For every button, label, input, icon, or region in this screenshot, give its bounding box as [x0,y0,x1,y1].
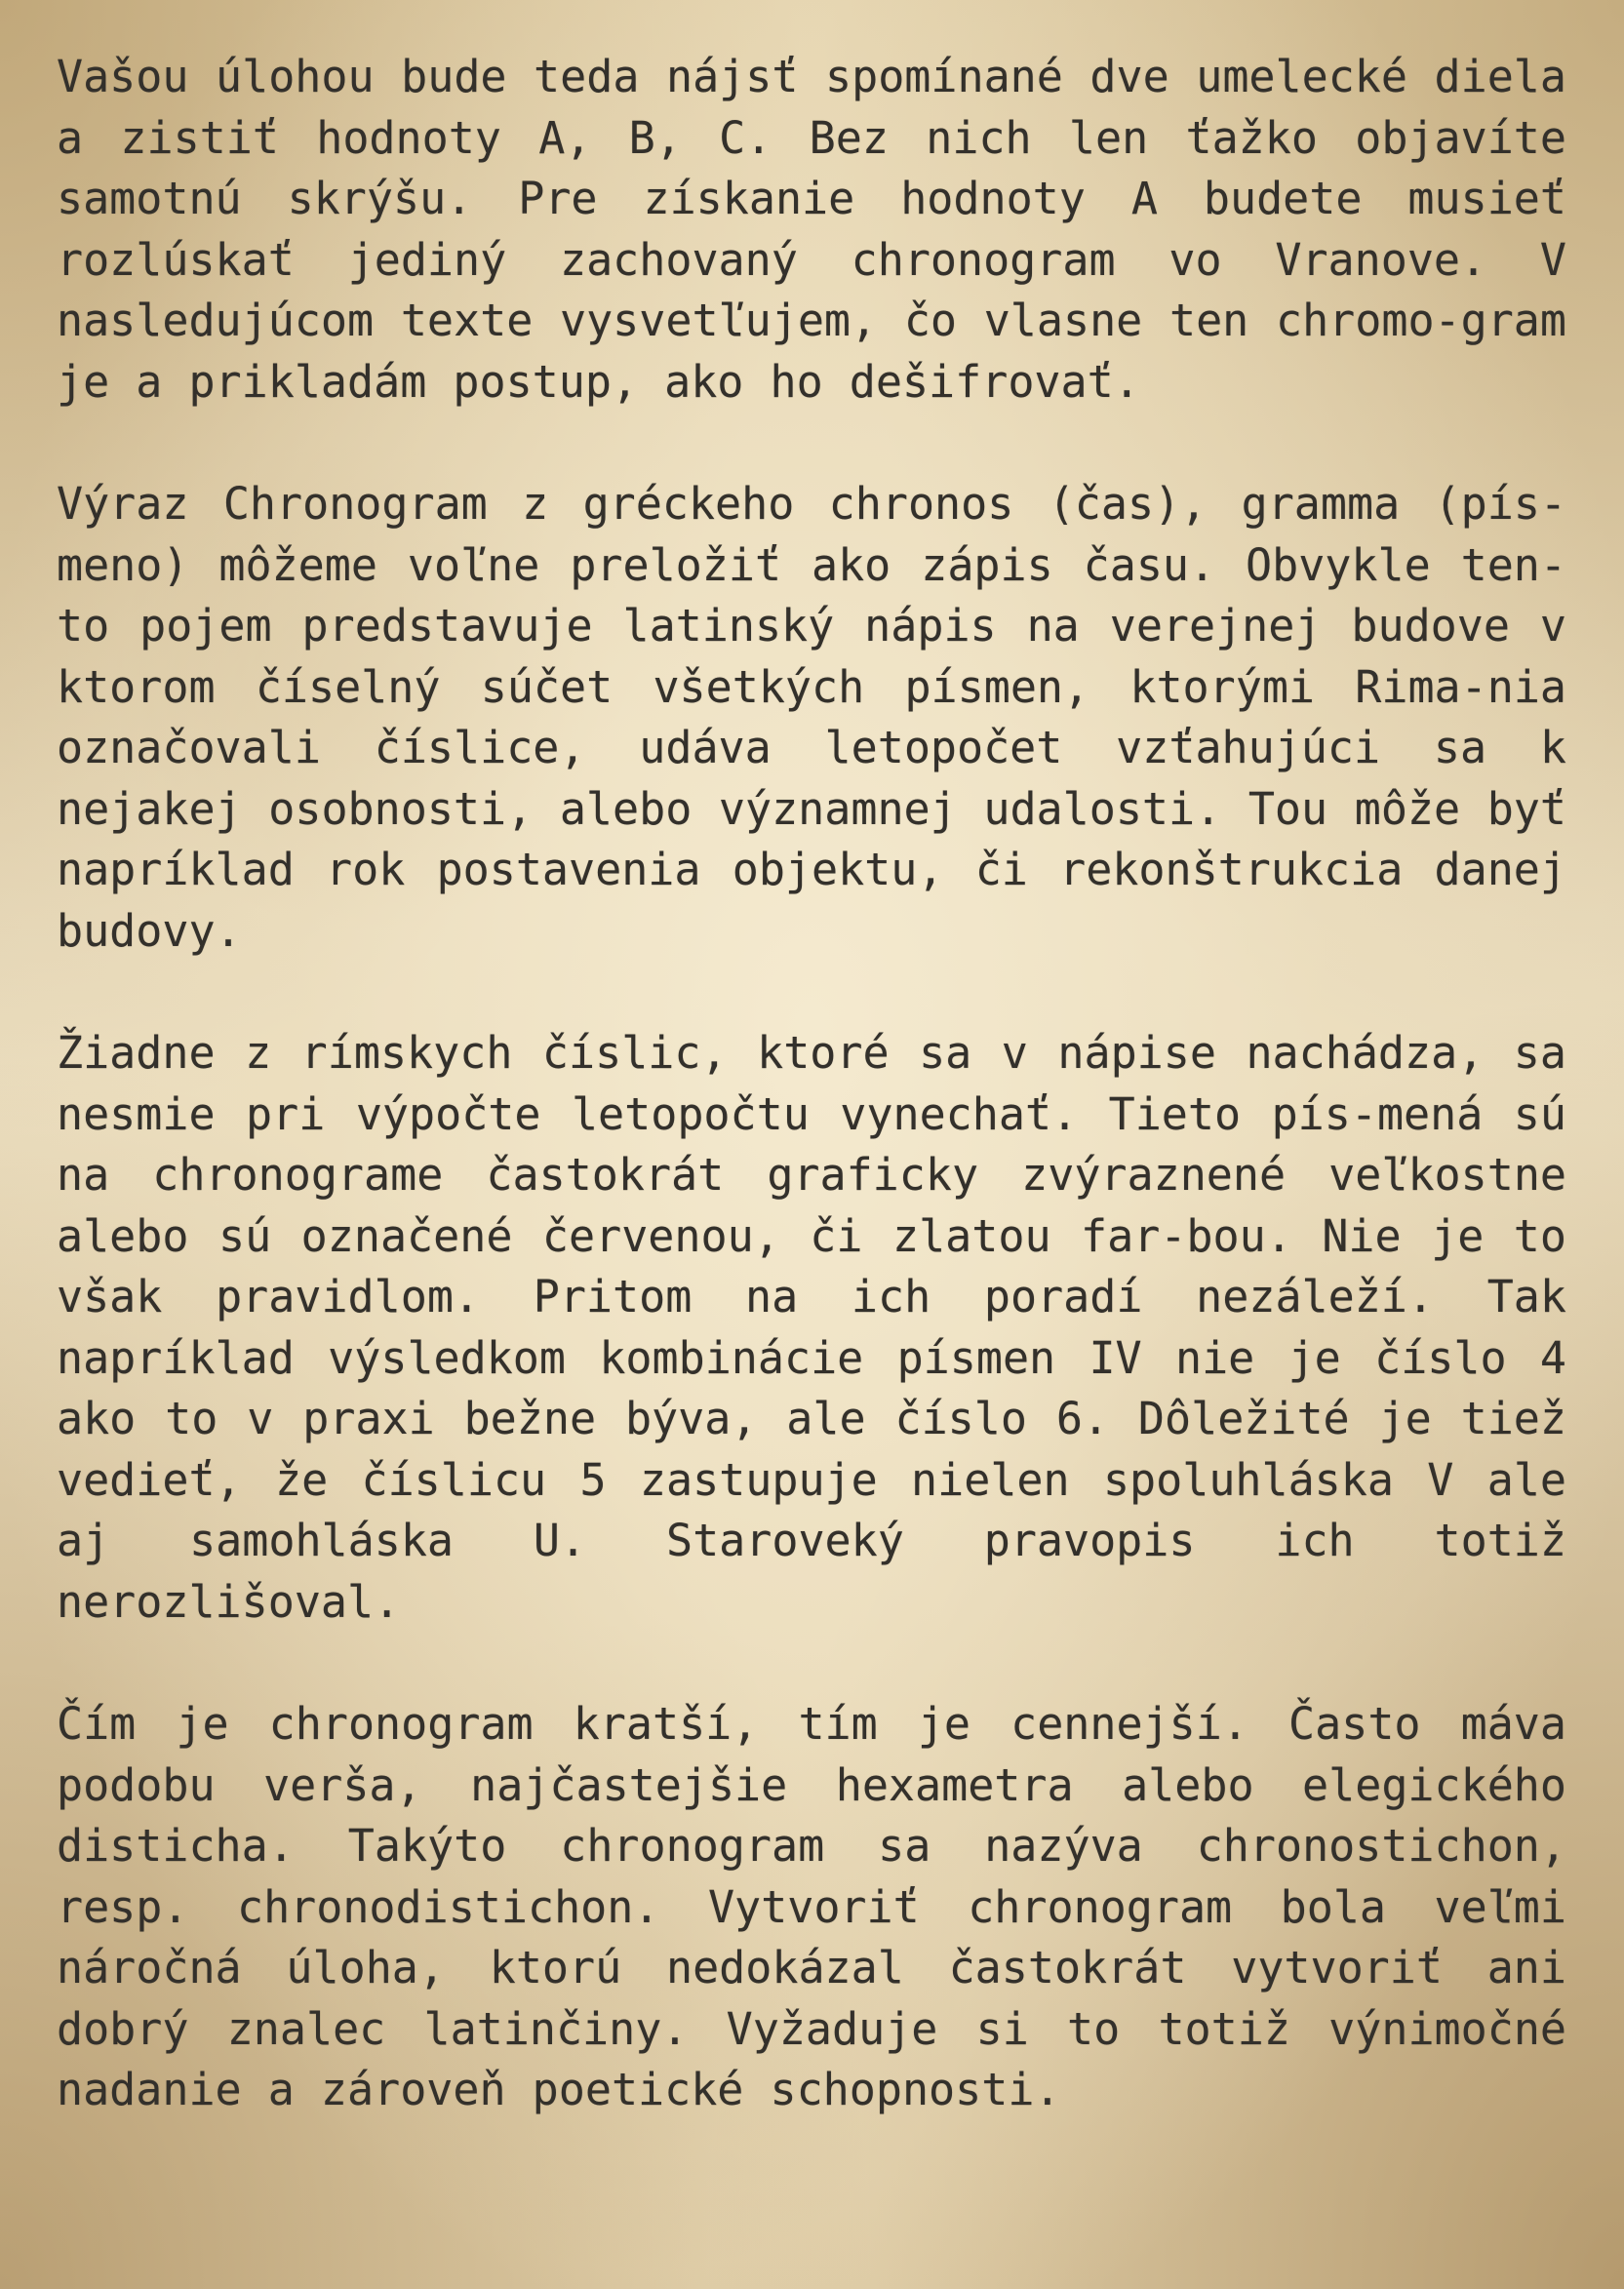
paragraph-chronostichon: Čím je chronogram kratší, tím je cennejší. Často máva podobu verša, najčastejšie hexametra alebo elegického disticha. Takýto chronogram sa nazýva chronostichon, resp. chronodistichon. Vytvoriť chronogram bola veľmi náročná úloha, ktorú nedokázal častokrát vytvoriť ani dobrý znalec latinčiny. Vyžaduje si to totiž výnimočné nadanie a zároveň poetické schopnosti. [57,1698,1566,2115]
document-page [57,47,1566,2121]
paragraph-chronogram-definition: Výraz Chronogram z gréckeho chronos (čas), gramma (pís-meno) môžeme voľne preložiť ako zápis času. Obvykle ten-to pojem predstavuje latinský nápis na verejnej budove v ktorom číselný súčet všetkých písmen, ktorými Rima-nia označovali číslice, udáva letopočet vzťahujúci sa k nejakej osobnosti, alebo významnej udalosti. Tou môže byť napríklad rok postavenia objektu, či rekonštrukcia danej budovy. [57,478,1566,957]
paragraph-intro: Vašou úlohou bude teda nájsť spomínané dve umelecké diela a zistiť hodnoty A, B, C. Bez nich len ťažko objavíte samotnú skrýšu. Pre získanie hodnoty A budete musieť rozlúskať jediný zachovaný chronogram vo Vranove. V nasledujúcom texte vysvetľujem, čo vlasne ten chromo-gram je a prikladám postup, ako ho dešifrovať. [57,51,1566,408]
paragraph-roman-numerals: Žiadne z rímskych číslic, ktoré sa v nápise nachádza, sa nesmie pri výpočte letopočtu vynechať. Tieto pís-mená sú na chronograme častokrát graficky zvýraznené veľkostne alebo sú označené červenou, či zlatou far-bou. Nie je to však pravidlom. Pritom na ich poradí nezáleží. Tak napríklad výsledkom kombinácie písmen IV nie je číslo 4 ako to v praxi bežne býva, ale číslo 6. Dôležité je tiež vedieť, že číslicu 5 zastupuje nielen spoluhláska V ale aj samohláska U. Staroveký pravopis ich totiž nerozlišoval. [57,1027,1566,1628]
